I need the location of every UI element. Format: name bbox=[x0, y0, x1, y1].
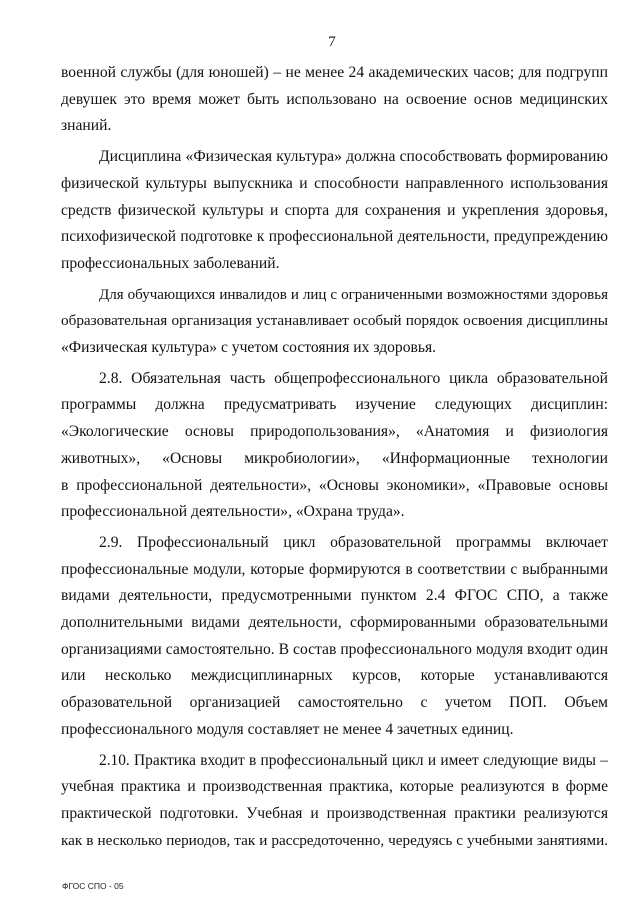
text-line: 2.10. Практика входит в профессиональный цикл и имеет следующие виды – bbox=[99, 751, 608, 769]
text-line: Дисциплина «Физическая культура» должна способствовать формированию bbox=[99, 148, 608, 166]
text-line: в профессиональной деятельности», «Основы экономики», «Правовые основы bbox=[61, 476, 608, 494]
text-line: организациями самостоятельно. В состав профессионального модуля входит один bbox=[61, 640, 608, 658]
text-line: образовательная организация устанавливает особый порядок освоения дисциплины bbox=[61, 312, 608, 330]
paragraph-2-10 bbox=[61, 748, 608, 855]
paragraph-disabled-students bbox=[61, 282, 608, 362]
page-number: 7 bbox=[328, 34, 336, 50]
text-line: как в несколько периодов, так и рассредоточенно, чередуясь с учебными занятиями. bbox=[61, 831, 608, 849]
text-line: или несколько междисциплинарных курсов, которые устанавливаются bbox=[61, 667, 608, 685]
paragraph-2-8 bbox=[61, 366, 608, 526]
paragraph-physical-culture bbox=[61, 144, 608, 278]
text-line: профессиональных заболеваний. bbox=[61, 254, 280, 272]
text-line: психофизической подготовке к профессиональной деятельности, предупреждению bbox=[61, 228, 608, 246]
text-line: животных», «Основы микробиологии», «Информационные технологии bbox=[61, 449, 608, 467]
text-line: «Экологические основы природопользования», «Анатомия и физиология bbox=[61, 423, 608, 441]
text-line: учебная практика и производственная практика, которые реализуются в форме bbox=[61, 778, 608, 796]
text-line: профессиональные модули, которые формируются в соответствии с выбранными bbox=[61, 560, 608, 578]
text-line: физической культуры выпускника и способности направленного использования bbox=[61, 174, 608, 192]
text-line: Для обучающихся инвалидов и лиц с ограниченными возможностями здоровья bbox=[99, 286, 608, 303]
text-line: практической подготовки. Учебная и производственная практики реализуются bbox=[61, 804, 608, 822]
text-line: средств физической культуры и спорта для сохранения и укрепления здоровья, bbox=[61, 201, 608, 219]
text-line: девушек это время может быть использовано на освоение основ медицинских bbox=[61, 90, 608, 108]
paragraph-military-service bbox=[61, 60, 608, 140]
document-body bbox=[61, 60, 608, 854]
text-line: 2.8. Обязательная часть общепрофессионального цикла образовательной bbox=[99, 369, 608, 387]
text-line: военной службы (для юношей) – не менее 24 академических часов; для подгрупп bbox=[61, 64, 608, 81]
text-line: знаний. bbox=[61, 117, 112, 135]
text-line: программы должна предусматривать изучение следующих дисциплин: bbox=[61, 396, 608, 414]
text-line: дополнительными видами деятельности, сформированными образовательными bbox=[61, 614, 608, 632]
text-line: профессионального модуля составляет не менее 4 зачетных единиц. bbox=[61, 720, 514, 738]
document-footer-code: ФГОС СПО - 05 bbox=[62, 881, 124, 891]
text-line: профессиональной деятельности», «Охрана труда». bbox=[61, 503, 405, 521]
text-line: «Физическая культура» с учетом состояния их здоровья. bbox=[61, 339, 437, 357]
text-line: видами деятельности, предусмотренными пунктом 2.4 ФГОС СПО, а также bbox=[61, 587, 608, 605]
text-line: образовательной организацией самостоятельно с учетом ПОП. Объем bbox=[61, 694, 608, 712]
text-line: 2.9. Профессиональный цикл образовательной программы включает bbox=[99, 533, 608, 551]
paragraph-2-9 bbox=[61, 530, 608, 744]
